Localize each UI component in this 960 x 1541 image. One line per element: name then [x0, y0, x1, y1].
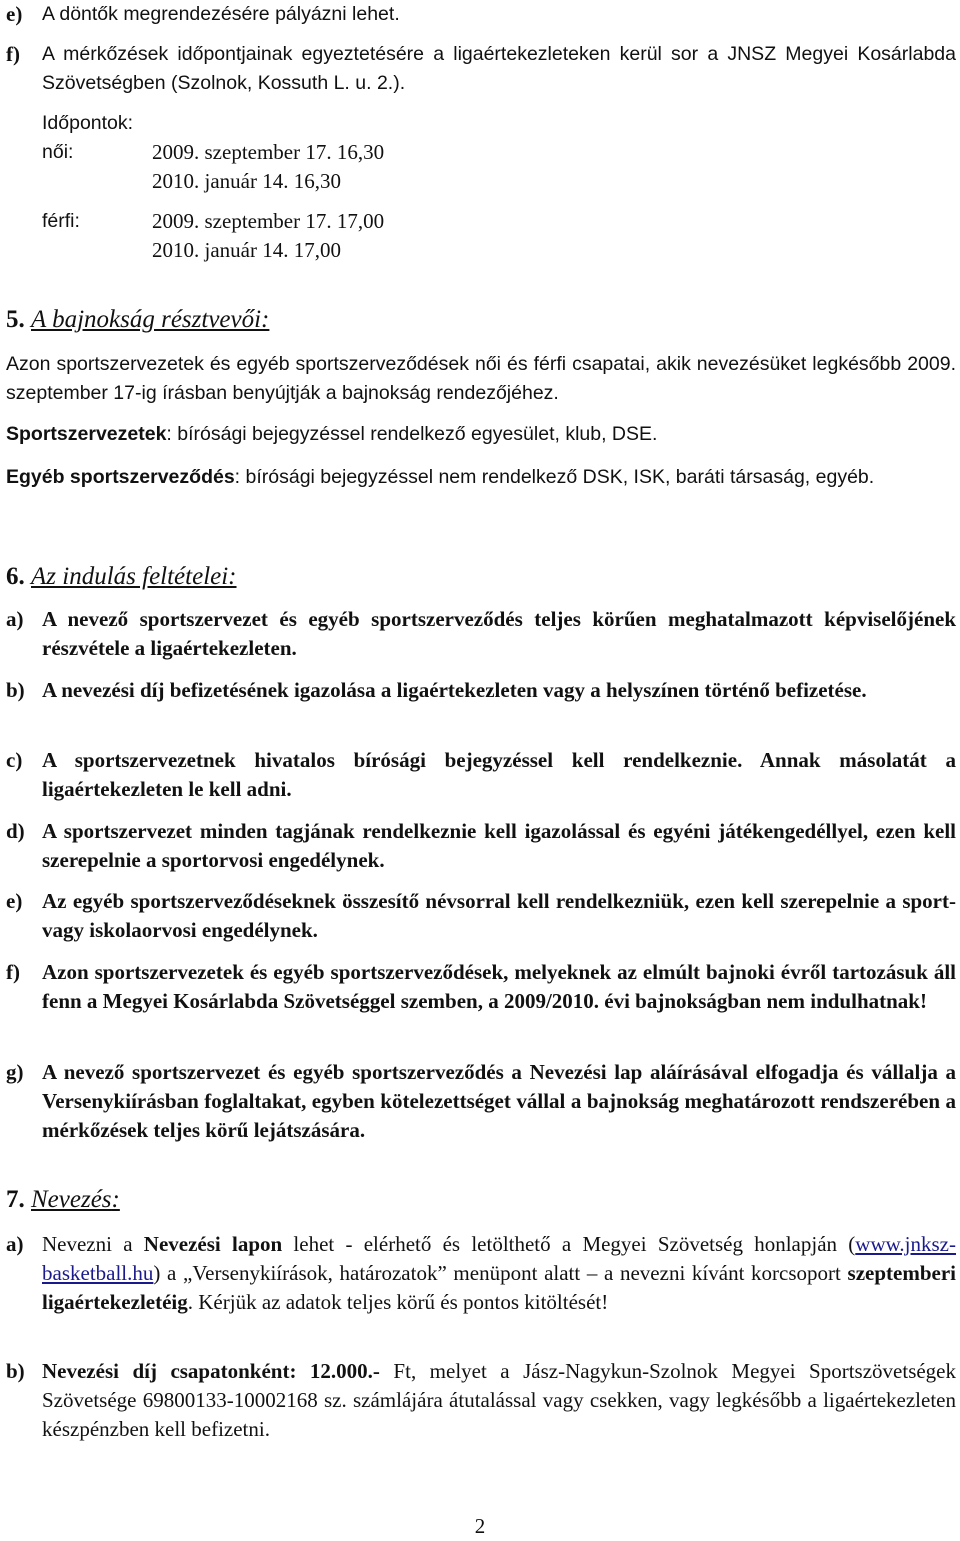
item-label: a)	[6, 607, 24, 631]
schedule-men-label: férfi:	[42, 210, 80, 232]
section-5-paragraph-1: Azon sportszervezetek és egyéb sportszerveződések női és férfi csapatai, akik nevezésüket legkésőbb 2009. szeptember 17-ig írásban benyújtják a bajnokság rendezőjéhez.	[6, 353, 956, 404]
section-number: 5.	[6, 306, 25, 333]
text-run: ) a „Versenykiírások, határozatok” menüpont alatt – a nevezni kívánt korcsoport	[153, 1261, 848, 1285]
item-label: d)	[6, 819, 25, 843]
item-f-top	[6, 40, 956, 98]
item-text: A nevező sportszervezet és egyéb sportszerveződés teljes körűen meghatalmazott képviselőjének részvétele a ligaértekezleten.	[42, 607, 956, 660]
text-run: Ft, melyet a Jász-Nagykun-Szolnok Megyei Sportszövetségek Szövetsége 69800133-10002168 sz. számlájára átutalással vagy csekken, vagy legkésőbb a ligaértekezleten készpénzben kell befizetni.	[42, 1359, 957, 1441]
item-text: Az egyéb sportszerveződéseknek összesítő névsorral kell rendelkezniük, ezen kell szerepelnie a sport- vagy iskolaorvosi engedélynek.	[42, 889, 956, 942]
page-number: 2	[474, 1514, 486, 1538]
schedule-title: Időpontok:	[42, 112, 134, 134]
schedule-men-date-1: 2009. szeptember 17. 17,00	[152, 209, 385, 233]
item-label: e)	[6, 889, 23, 913]
section-title: Az indulás feltételei:	[31, 563, 237, 590]
section-number: 6.	[6, 563, 25, 590]
text-run: lehet - elérhető és letölthető a Megyei Szövetség honlapján (	[282, 1232, 856, 1256]
website-link[interactable]: www.jnksz-basketball.hu	[42, 1232, 956, 1285]
item-label: f)	[6, 42, 20, 66]
term-definition: : bírósági bejegyzéssel rendelkező egyesület, klub, DSE.	[166, 423, 658, 445]
text-bold: Nevezési lapon	[143, 1232, 283, 1256]
item-label: e)	[6, 2, 23, 26]
condition-g	[6, 1058, 956, 1145]
text-bold: szeptemberi ligaértekezletéig	[42, 1261, 956, 1314]
term-bold: Egyéb sportszerveződés	[6, 466, 235, 488]
section-number: 7.	[6, 1186, 25, 1213]
term-definition: : bírósági bejegyzéssel nem rendelkező DSK, ISK, baráti társaság, egyéb.	[234, 466, 875, 488]
section-7-heading	[6, 1185, 956, 1214]
item-text: A nevezési díj befizetésének igazolása a ligaértekezleten vagy a helyszínen történő befizetése.	[42, 678, 867, 702]
item-text: A döntők megrendezésére pályázni lehet.	[42, 3, 400, 25]
text-bold: Nevezési díj csapatonként: 12.000.-	[42, 1359, 380, 1383]
term-bold: Sportszervezetek	[6, 423, 167, 445]
section-title: A bajnokság résztvevői:	[31, 306, 270, 333]
section-5-paragraph-2	[6, 420, 956, 449]
item-text	[42, 1230, 956, 1317]
condition-e	[6, 887, 956, 945]
item-label: b)	[6, 678, 25, 702]
item-text: A sportszervezet minden tagjának rendelkeznie kell igazolással és egyéni játékengedéllyel, ezen kell szerepelnie a sportorvosi engedélynek.	[42, 819, 956, 872]
registration-a	[6, 1230, 956, 1317]
item-text	[42, 1357, 956, 1444]
schedule-women-date-1: 2009. szeptember 17. 16,30	[152, 140, 385, 164]
section-title-colon: :	[111, 1186, 120, 1213]
item-label: a)	[6, 1232, 24, 1256]
condition-d	[6, 817, 956, 875]
item-text: A mérkőzések időpontjainak egyeztetésére a ligaértekezleteken kerül sor a JNSZ Megyei Kosárlabda Szövetségben (Szolnok, Kossuth L. u. 2.).	[42, 43, 956, 94]
registration-b	[6, 1357, 956, 1444]
condition-f	[6, 958, 956, 1016]
text-run: Nevezni a	[42, 1232, 144, 1256]
section-title	[31, 1186, 120, 1213]
item-text: A nevező sportszervezet és egyéb sportszerveződés a Nevezési lap aláírásával elfogadja és vállalja a Versenykiírásban foglaltakat, egyben kötelezettséget vállal a bajnokság meghatározott rendszerében a mérkőzések teljes körű lejátszására.	[42, 1060, 956, 1142]
item-text: A sportszervezetnek hivatalos bírósági bejegyzéssel kell rendelkeznie. Annak másolatát a ligaértekezleten le kell adni.	[42, 748, 956, 801]
item-label: c)	[6, 748, 23, 772]
schedule-men-date-2: 2010. január 14. 17,00	[152, 238, 341, 262]
section-title-text: Nevezés	[31, 1186, 112, 1213]
item-e-top	[6, 0, 956, 29]
section-5-heading	[6, 305, 956, 334]
item-text: Azon sportszervezetek és egyéb sportszerveződések, melyeknek az elmúlt bajnoki évről tartozásuk áll fenn a Megyei Kosárlabda Szövetséggel szemben, a 2009/2010. évi bajnokságban nem indulhatnak!	[42, 960, 956, 1013]
schedule-women-label: női:	[42, 141, 74, 163]
condition-a	[6, 605, 956, 663]
item-label: g)	[6, 1060, 24, 1084]
schedule-women-date-2: 2010. január 14. 16,30	[152, 169, 341, 193]
text-run: . Kérjük az adatok teljes körű és pontos kitöltését!	[187, 1290, 609, 1314]
section-6-heading	[6, 562, 956, 591]
section-5-paragraph-3	[6, 463, 956, 492]
condition-c	[6, 746, 956, 804]
item-label: b)	[6, 1359, 25, 1383]
condition-b	[6, 676, 956, 705]
item-label: f)	[6, 960, 20, 984]
